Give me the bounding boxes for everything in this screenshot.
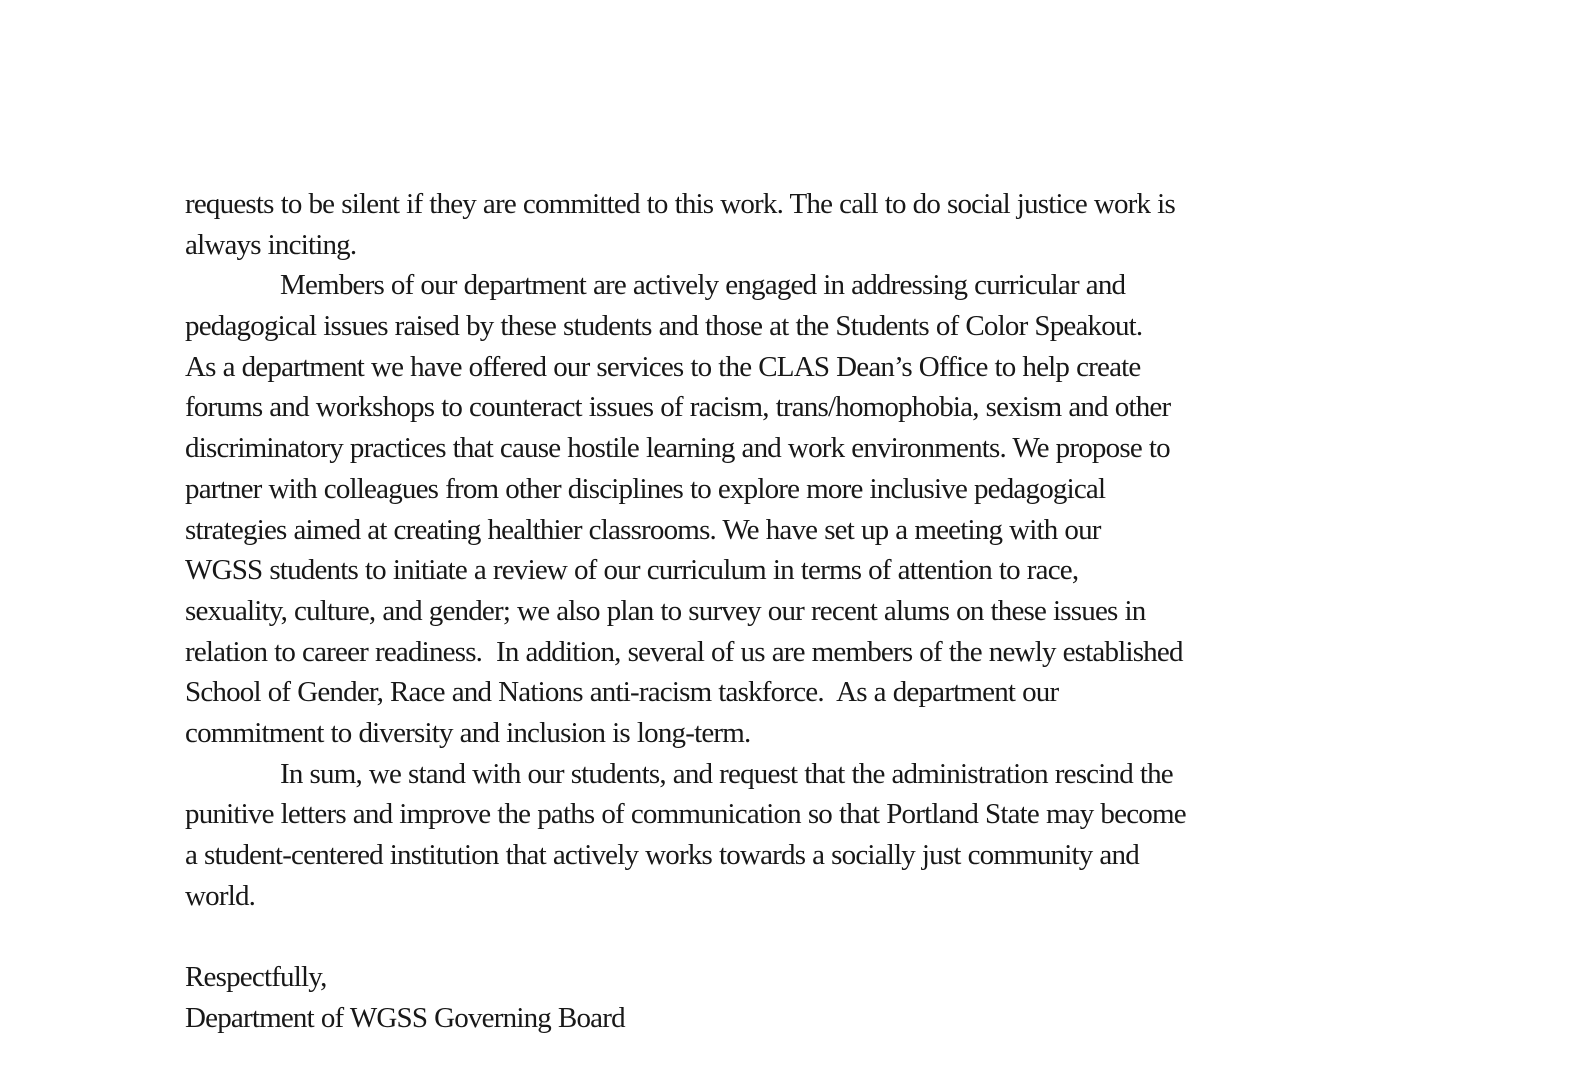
- letter-line: requests to be silent if they are committed to this work. The call to do social justice work is: [185, 188, 1175, 220]
- paragraph: [185, 265, 1465, 753]
- letter-line: School of Gender, Race and Nations anti-racism taskforce. As a department our: [185, 676, 1059, 709]
- letter-line: forums and workshops to counteract issues of racism, trans/homophobia, sexism and other: [185, 391, 1171, 424]
- letter-line: commitment to diversity and inclusion is long-term.: [185, 716, 751, 749]
- letter-line: discriminatory practices that cause hostile learning and work environments. We propose to: [185, 432, 1170, 465]
- letter-line: partner with colleagues from other disciplines to explore more inclusive pedagogical: [185, 472, 1106, 505]
- letter-body: [185, 184, 1465, 1038]
- letter-line: Members of our department are actively engaged in addressing curricular and: [280, 269, 1126, 302]
- letter-line: punitive letters and improve the paths of communication so that Portland State may become: [185, 798, 1186, 831]
- letter-line: sexuality, culture, and gender; we also plan to survey our recent alums on these issues in: [185, 594, 1146, 627]
- letter-line: As a department we have offered our services to the CLAS Dean’s Office to help create: [185, 350, 1141, 383]
- letter-line: WGSS students to initiate a review of our curriculum in terms of attention to race,: [185, 554, 1079, 587]
- letter-line: strategies aimed at creating healthier classrooms. We have set up a meeting with our: [185, 513, 1101, 546]
- letter-closing: [185, 957, 1465, 1038]
- letter-line: relation to career readiness. In addition, several of us are members of the newly established: [185, 635, 1183, 668]
- letter-line: a student-centered institution that actively works towards a socially just community and: [185, 839, 1139, 871]
- closing-signature: Department of WGSS Governing Board: [185, 1001, 625, 1034]
- letter-line: always inciting.: [185, 228, 357, 261]
- letter-line: pedagogical issues raised by these students and those at the Students of Color Speakout.: [185, 310, 1143, 343]
- closing-salutation: Respectfully,: [185, 961, 327, 994]
- letter-line: In sum, we stand with our students, and request that the administration rescind the: [280, 757, 1173, 790]
- paragraph: [185, 754, 1465, 917]
- paragraph: [185, 184, 1465, 265]
- letter-line: world.: [185, 879, 256, 912]
